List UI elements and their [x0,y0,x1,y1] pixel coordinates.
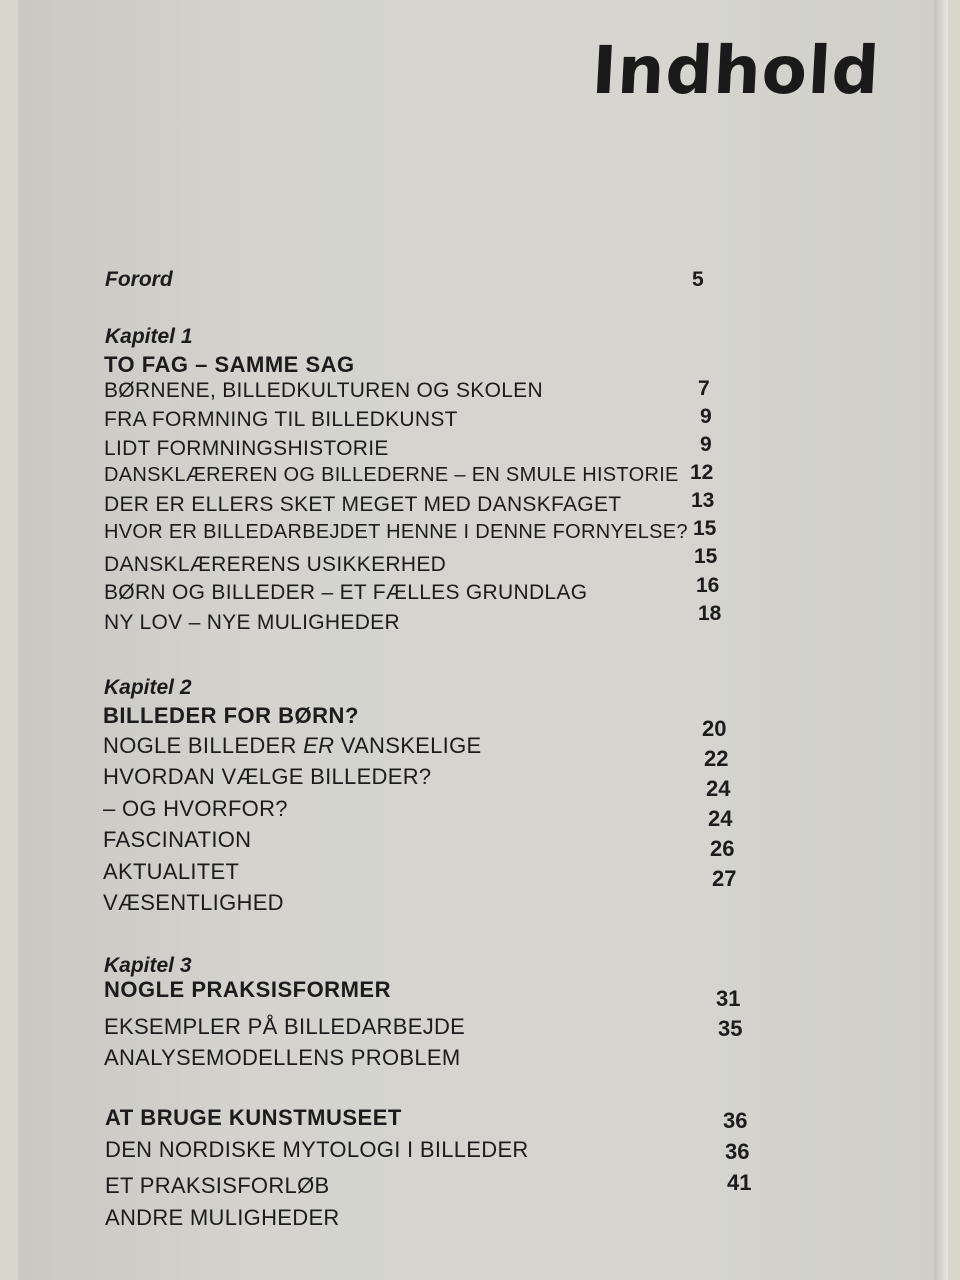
toc-item: DANSKLÆRERENS USIKKERHED [104,553,447,576]
forord-page: 5 [692,268,704,291]
toc-item: NOGLE BILLEDER ER VANSKELIGE [103,733,482,758]
toc-page: 31 [716,986,741,1011]
toc-item: AKTUALITET [103,859,240,884]
toc-page: 36 [725,1139,750,1164]
toc-item: VÆSENTLIGHED [103,890,284,915]
toc-page: 16 [696,574,720,597]
toc-page: 26 [710,836,735,861]
toc-page: 15 [693,517,717,540]
kapitel1-title: TO FAG – SAMME SAG [104,352,355,377]
kapitel2-label: Kapitel 2 [104,676,192,699]
toc-page: 41 [727,1170,752,1195]
toc-page: 20 [702,716,727,741]
toc-page: 13 [691,489,715,512]
page-edge [934,0,948,1280]
toc-item: BØRN OG BILLEDER – ET FÆLLES GRUNDLAG [104,581,588,604]
toc-page: 9 [700,433,712,456]
toc-page: 24 [708,806,733,831]
toc-item: LIDT FORMNINGSHISTORIE [104,437,389,460]
toc-item: DEN NORDISKE MYTOLOGI I BILLEDER [105,1137,529,1162]
toc-page: 18 [698,602,722,625]
toc-item: EKSEMPLER PÅ BILLEDARBEJDE [104,1014,466,1039]
toc-page: 36 [723,1108,748,1133]
toc-page: 24 [706,776,731,801]
kapitel3-title: NOGLE PRAKSISFORMER [104,977,391,1002]
kapitel1-label: Kapitel 1 [105,325,193,348]
toc-page: 9 [700,405,712,428]
toc-item: BØRNENE, BILLEDKULTUREN OG SKOLEN [104,379,543,402]
kunstmuseet-title: AT BRUGE KUNSTMUSEET [105,1105,402,1130]
toc-page: 35 [718,1016,743,1041]
toc-page: 12 [690,461,714,484]
kapitel2-title: BILLEDER FOR BØRN? [103,703,359,728]
forord-label: Forord [105,268,173,291]
toc-page: 27 [712,866,737,891]
toc-item: NY LOV – NYE MULIGHEDER [104,611,400,634]
toc-item: ANDRE MULIGHEDER [105,1205,340,1230]
toc-page: 7 [698,377,710,400]
toc-item: DANSKLÆREREN OG BILLEDERNE – EN SMULE HISTORIE [104,464,679,486]
toc-page: 15 [694,545,718,568]
kapitel3-label: Kapitel 3 [104,954,192,977]
toc-item: FASCINATION [103,827,252,852]
toc-item: – OG HVORFOR? [103,796,288,821]
book-page [18,0,948,1280]
toc-item: DER ER ELLERS SKET MEGET MED DANSKFAGET [104,493,622,516]
toc-item: FRA FORMNING TIL BILLEDKUNST [104,408,458,431]
toc-page: 22 [704,746,729,771]
toc-item: HVOR ER BILLEDARBEJDET HENNE I DENNE FORNYELSE? [104,521,688,543]
toc-item: ET PRAKSISFORLØB [105,1173,330,1198]
page-title: Indhold [589,32,883,109]
toc-item: HVORDAN VÆLGE BILLEDER? [103,764,432,789]
toc-item: ANALYSEMODELLENS PROBLEM [104,1045,461,1070]
